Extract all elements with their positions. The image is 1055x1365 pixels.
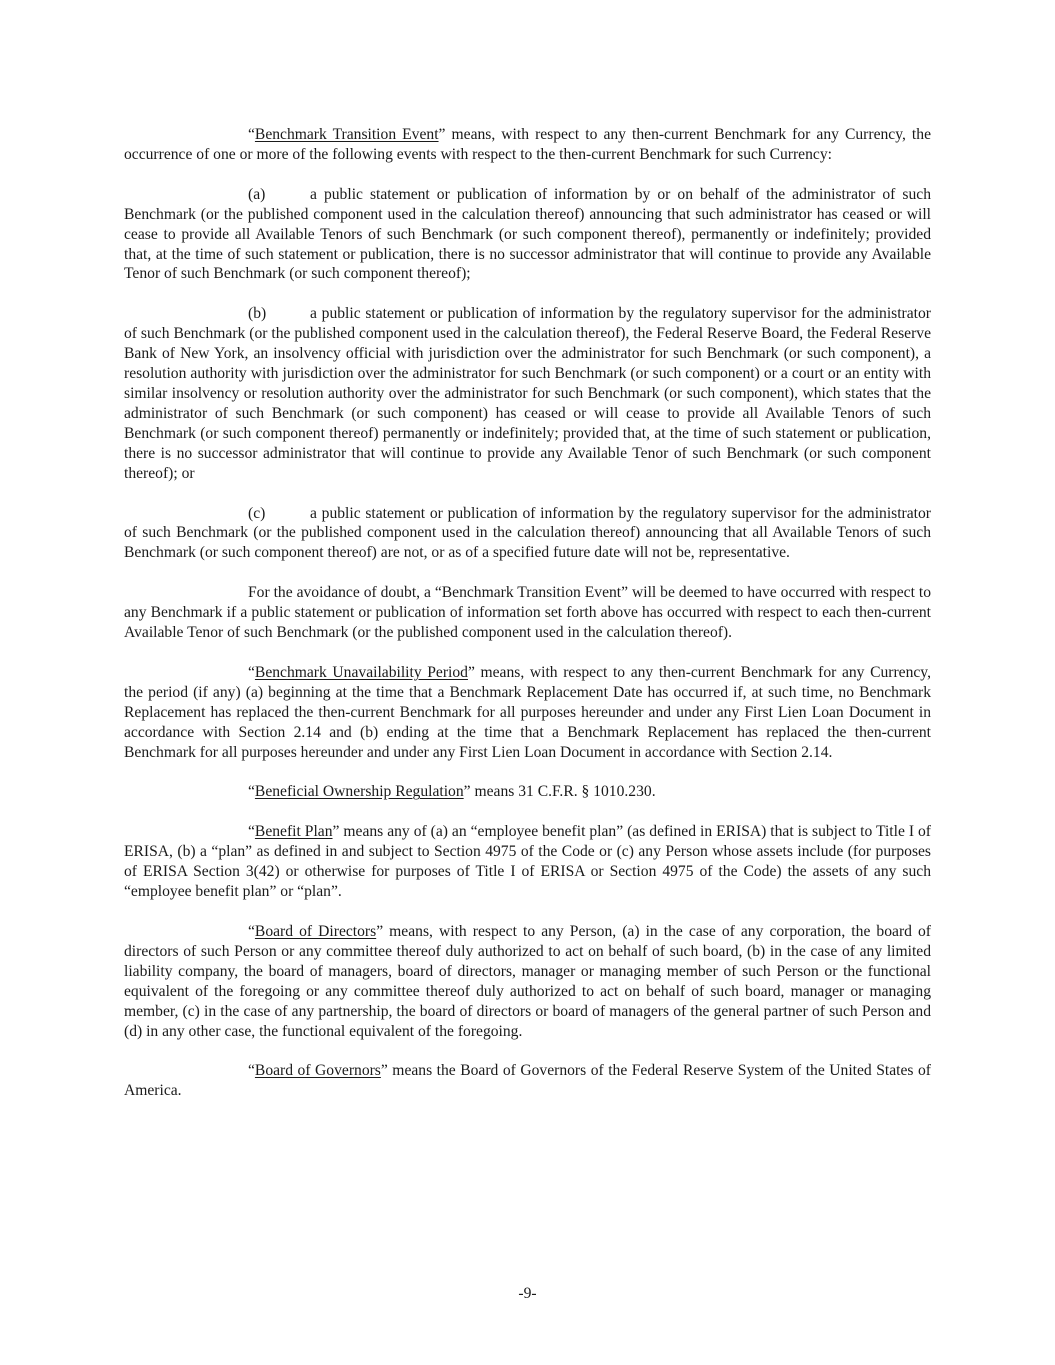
definition-text: ” means any of (a) an “employee benefit plan” (as defined in ERISA) that is subject to Title I of ERISA, (b) a “plan” as defined in and subject to Section 4975 of the Code or (c) any Person whose assets include (for purposes of ERISA Section 3(42) or otherwise for purposes of Title I of ERISA or Section 4975 of the Code) the assets of any such “employee benefit plan” or “plan”.	[124, 823, 931, 901]
defined-term: Benchmark Unavailability Period	[254, 663, 468, 681]
definition-beneficial-ownership-regulation	[124, 782, 931, 802]
open-quote: “	[248, 663, 255, 681]
clause-b	[124, 304, 931, 483]
clause-text: a public statement or publication of information by the regulatory supervisor for the administrator of such Benchmark (or the published component used in the calculation thereof), the Federal Reserve Board, the Federal Reserve Bank of New York, an insolvency official with jurisdiction over the administrator for such Benchmark (or such component), a resolution authority with jurisdiction over the administrator for such Benchmark (or such component) or a court or an entity with similar insolvency or resolution authority over the administrator for such Benchmark (or such component), which states that the administrator of such Benchmark (or such component) has ceased or will cease to provide all Available Tenors of such Benchmark (or such component thereof) permanently or indefinitely; provided that, at the time of such statement or publication, there is no successor administrator that will continue to provide any Available Tenor of such Benchmark (or such component thereof); or	[124, 305, 931, 482]
definition-text: ” means, with respect to any then-current Benchmark for any Currency, the period (if any) (a) beginning at the time that a Benchmark Replacement Date has occurred if, at such time, no Benchmark Replacement has replaced the then-current Benchmark for all purposes hereunder and under any First Lien Loan Document in accordance with Section 2.14 and (b) ending at the time that a Benchmark Replacement has replaced the then-current Benchmark for all purposes hereunder and under any First Lien Loan Document in accordance with Section 2.14.	[124, 663, 931, 761]
clause-label: (b)	[248, 305, 267, 323]
definition-board-of-directors	[124, 922, 931, 1041]
definition-text: ” means, with respect to any Person, (a) in the case of any corporation, the board of directors of such Person or any committee thereof duly authorized to act on behalf of such board, (b) in the case of any limited liability company, the board of managers, board of directors, manager or managing member of such Person or the functional equivalent of the foregoing or any committee thereof duly authorized to act on behalf of such board, manager or managing member, (c) in the case of any partnership, the board of directors or board of managers of the general partner of such Person and (d) in any other case, the functional equivalent of the foregoing.	[124, 923, 931, 1040]
open-quote: “	[248, 923, 255, 940]
page-number: -9-	[518, 1285, 537, 1302]
open-quote: “	[248, 823, 255, 841]
defined-term: Board of Governors	[254, 1062, 381, 1080]
open-quote: “	[248, 783, 255, 801]
definition-benefit-plan	[124, 822, 931, 902]
clause-text: a public statement or publication of information by or on behalf of the administrator of such Benchmark (or the published component used in the calculation thereof) announcing that such administrator has ceased or will cease to provide all Available Tenors of such Benchmark (or such component thereof), permanently or indefinitely; provided that, at the time of such statement or publication, there is no successor administrator that will continue to provide any Available Tenor of such Benchmark (or such component thereof);	[124, 185, 931, 283]
defined-term: Benchmark Transition Event	[254, 126, 439, 143]
avoidance-of-doubt-paragraph: For the avoidance of doubt, a “Benchmark Transition Event” will be deemed to have occurred with respect to any Benchmark if a public statement or publication of information set forth above has occurred with respect to each then-current Available Tenor of such Benchmark (or the published component used in the calculation thereof).	[124, 584, 931, 642]
document-page	[124, 125, 931, 1121]
definition-text: ” means the Board of Governors of the Federal Reserve System of the United States of America.	[124, 1062, 931, 1100]
definition-benchmark-transition-event	[124, 125, 931, 165]
definition-text: ” means 31 C.F.R. § 1010.230.	[463, 783, 656, 801]
defined-term: Board of Directors	[254, 923, 377, 940]
clause-c	[124, 504, 931, 564]
clause-text: a public statement or publication of information by the regulatory supervisor for the administrator of such Benchmark (or the published component used in the calculation thereof) announcing that all Available Tenors of such Benchmark (or such component thereof) are not, or as of a specified future date will not be, representative.	[124, 504, 931, 562]
definition-text: ” means, with respect to any then-current Benchmark for any Currency, the occurrence of one or more of the following events with respect to the then-current Benchmark for such Currency:	[124, 126, 931, 163]
clause-label: (a)	[248, 185, 266, 203]
defined-term: Beneficial Ownership Regulation	[254, 783, 464, 801]
clause-a	[124, 185, 931, 285]
definition-board-of-governors	[124, 1061, 931, 1101]
clause-label: (c)	[248, 504, 266, 522]
defined-term: Benefit Plan	[254, 823, 333, 841]
open-quote: “	[248, 1062, 255, 1080]
open-quote: “	[248, 126, 255, 143]
definition-benchmark-unavailability-period	[124, 663, 931, 763]
